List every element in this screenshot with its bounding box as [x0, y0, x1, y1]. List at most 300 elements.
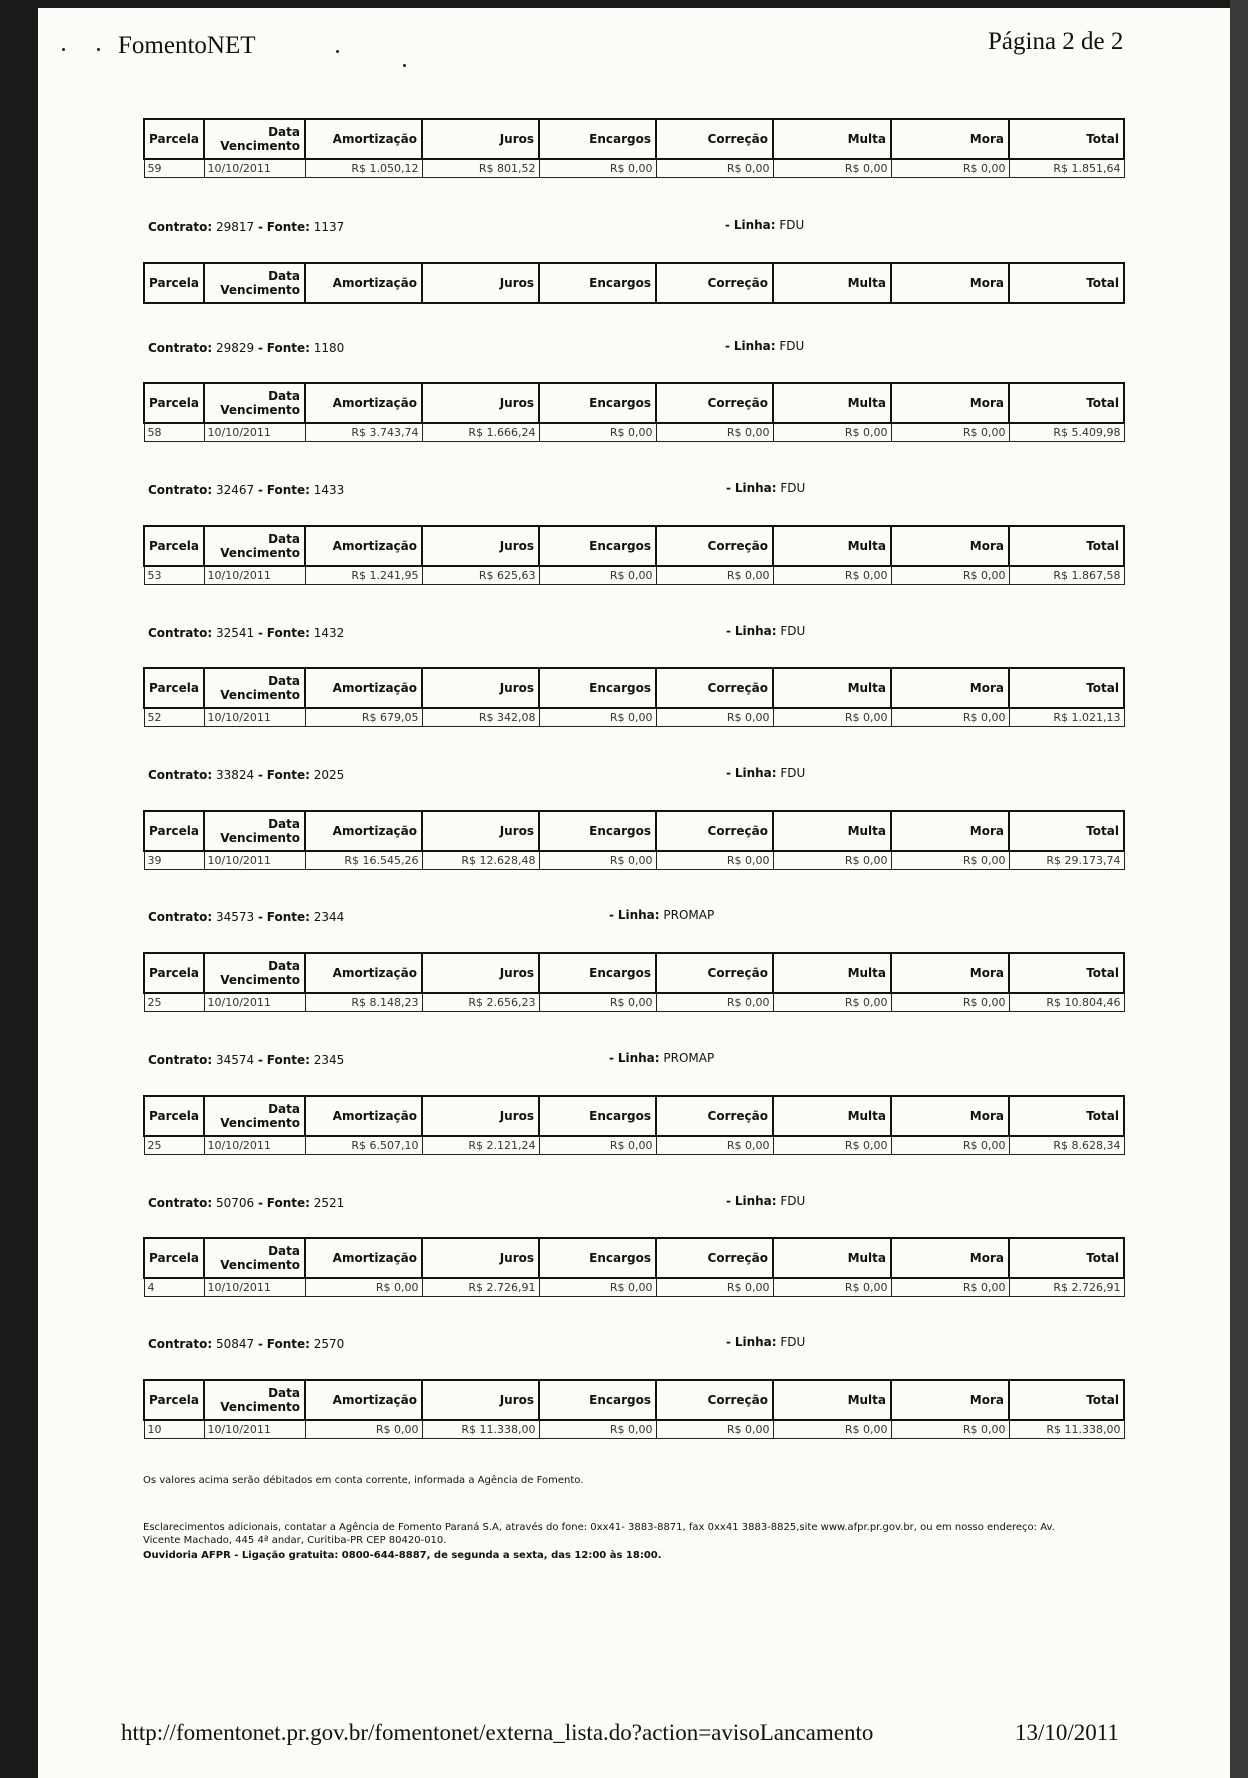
col-header-amortizacao: Amortização	[305, 263, 422, 303]
cell-amortizacao: R$ 0,00	[305, 1278, 422, 1297]
contract-label	[148, 483, 344, 497]
cell-correcao: R$ 0,00	[656, 1278, 773, 1297]
cell-data-vencimento: 10/10/2011	[204, 423, 305, 442]
separator: -	[257, 220, 263, 234]
fonte-value: 2025	[313, 768, 345, 782]
col-header-juros: Juros	[422, 1096, 539, 1136]
table-row	[144, 851, 1124, 870]
col-header-mora: Mora	[891, 383, 1009, 423]
separator: -	[726, 1194, 731, 1208]
cell-amortizacao: R$ 1.241,95	[305, 566, 422, 585]
col-header-mora: Mora	[891, 263, 1009, 303]
cell-total: R$ 10.804,46	[1009, 993, 1124, 1012]
scan-border-left	[0, 0, 38, 1778]
fonte-value: 1432	[313, 626, 345, 640]
cell-encargos: R$ 0,00	[539, 423, 656, 442]
fonte-label: Fonte:	[266, 220, 310, 234]
table-header-row	[144, 1380, 1124, 1420]
scan-border-top	[0, 0, 1248, 8]
cell-correcao: R$ 0,00	[656, 851, 773, 870]
linha-key: Linha:	[733, 218, 776, 232]
col-header-data-vencimento: Data Vencimento	[204, 1096, 305, 1136]
col-header-encargos: Encargos	[539, 526, 656, 566]
col-header-multa: Multa	[773, 1380, 891, 1420]
col-header-data-vencimento: Data Vencimento	[204, 668, 305, 708]
separator: -	[257, 768, 263, 782]
cell-juros: R$ 11.338,00	[422, 1420, 539, 1439]
cell-encargos: R$ 0,00	[539, 851, 656, 870]
table-row	[144, 1136, 1124, 1155]
col-header-correcao: Correção	[656, 1380, 773, 1420]
col-header-correcao: Correção	[656, 119, 773, 159]
cell-correcao: R$ 0,00	[656, 708, 773, 727]
col-header-amortizacao: Amortização	[305, 953, 422, 993]
cell-juros: R$ 625,63	[422, 566, 539, 585]
linha-value: FDU	[780, 1194, 806, 1208]
col-header-juros: Juros	[422, 526, 539, 566]
col-header-correcao: Correção	[656, 526, 773, 566]
cell-multa: R$ 0,00	[773, 1420, 891, 1439]
separator: -	[257, 1196, 263, 1210]
cell-data-vencimento: 10/10/2011	[204, 159, 305, 178]
col-header-correcao: Correção	[656, 383, 773, 423]
linha-label	[609, 908, 714, 922]
col-header-parcela: Parcela	[144, 953, 204, 993]
fonte-value: 2521	[313, 1196, 345, 1210]
cell-amortizacao: R$ 1.050,12	[305, 159, 422, 178]
cell-parcela: 52	[144, 708, 204, 727]
col-header-mora: Mora	[891, 119, 1009, 159]
contrato-value: 50847	[215, 1337, 255, 1351]
separator: -	[257, 483, 263, 497]
linha-key: Linha:	[734, 766, 777, 780]
cell-correcao: R$ 0,00	[656, 423, 773, 442]
col-header-amortizacao: Amortização	[305, 668, 422, 708]
cell-encargos: R$ 0,00	[539, 993, 656, 1012]
app-title: FomentoNET	[118, 32, 256, 59]
fonte-value: 1433	[313, 483, 345, 497]
separator: -	[609, 1051, 614, 1065]
contrato-value: 29817	[215, 220, 255, 234]
contract-label	[148, 626, 344, 640]
cell-parcela: 25	[144, 1136, 204, 1155]
linha-label	[725, 339, 804, 353]
col-header-multa: Multa	[773, 263, 891, 303]
contract-label	[148, 1053, 344, 1067]
cell-total: R$ 1.867,58	[1009, 566, 1124, 585]
scan-border-right	[1230, 0, 1248, 1778]
col-header-mora: Mora	[891, 811, 1009, 851]
fonte-value: 2344	[313, 910, 345, 924]
col-header-correcao: Correção	[656, 953, 773, 993]
separator: -	[726, 1335, 731, 1349]
installment-table	[143, 810, 1125, 870]
contrato-label: Contrato:	[148, 483, 213, 497]
separator: -	[726, 624, 731, 638]
contrato-label: Contrato:	[148, 910, 213, 924]
contract-label	[148, 1337, 344, 1351]
col-header-juros: Juros	[422, 1380, 539, 1420]
installment-table	[143, 382, 1125, 442]
linha-label	[726, 481, 805, 495]
cell-juros: R$ 2.656,23	[422, 993, 539, 1012]
contract-label	[148, 1196, 344, 1210]
table-header-row	[144, 526, 1124, 566]
cell-mora: R$ 0,00	[891, 1278, 1009, 1297]
table-header-row	[144, 383, 1124, 423]
contrato-value: 33824	[215, 768, 255, 782]
cell-encargos: R$ 0,00	[539, 1420, 656, 1439]
cell-amortizacao: R$ 16.545,26	[305, 851, 422, 870]
col-header-data-vencimento: Data Vencimento	[204, 263, 305, 303]
col-header-encargos: Encargos	[539, 119, 656, 159]
cell-correcao: R$ 0,00	[656, 159, 773, 178]
separator: -	[726, 766, 731, 780]
contrato-label: Contrato:	[148, 341, 213, 355]
separator: -	[726, 481, 731, 495]
linha-value: FDU	[779, 339, 805, 353]
col-header-juros: Juros	[422, 1238, 539, 1278]
linha-value: FDU	[780, 1335, 806, 1349]
cell-multa: R$ 0,00	[773, 159, 891, 178]
cell-total: R$ 29.173,74	[1009, 851, 1124, 870]
contrato-label: Contrato:	[148, 1053, 213, 1067]
cell-correcao: R$ 0,00	[656, 993, 773, 1012]
col-header-amortizacao: Amortização	[305, 383, 422, 423]
cell-amortizacao: R$ 0,00	[305, 1420, 422, 1439]
cell-mora: R$ 0,00	[891, 1136, 1009, 1155]
separator: -	[257, 626, 263, 640]
scan-speck	[336, 50, 339, 53]
scan-speck	[97, 48, 100, 51]
cell-multa: R$ 0,00	[773, 423, 891, 442]
contrato-value: 34573	[215, 910, 255, 924]
linha-value: FDU	[780, 481, 806, 495]
cell-total: R$ 1.021,13	[1009, 708, 1124, 727]
cell-total: R$ 2.726,91	[1009, 1278, 1124, 1297]
cell-mora: R$ 0,00	[891, 708, 1009, 727]
col-header-data-vencimento: Data Vencimento	[204, 811, 305, 851]
fonte-label: Fonte:	[266, 626, 310, 640]
col-header-mora: Mora	[891, 1380, 1009, 1420]
cell-total: R$ 5.409,98	[1009, 423, 1124, 442]
col-header-encargos: Encargos	[539, 1238, 656, 1278]
col-header-multa: Multa	[773, 1238, 891, 1278]
cell-parcela: 39	[144, 851, 204, 870]
contract-label	[148, 220, 344, 234]
col-header-correcao: Correção	[656, 1238, 773, 1278]
linha-value: PROMAP	[663, 908, 715, 922]
scan-speck	[403, 64, 406, 67]
contract-label	[148, 341, 344, 355]
col-header-multa: Multa	[773, 1096, 891, 1136]
col-header-correcao: Correção	[656, 263, 773, 303]
cell-parcela: 59	[144, 159, 204, 178]
col-header-encargos: Encargos	[539, 811, 656, 851]
linha-label	[726, 624, 805, 638]
cell-mora: R$ 0,00	[891, 159, 1009, 178]
fonte-label: Fonte:	[266, 483, 310, 497]
col-header-juros: Juros	[422, 668, 539, 708]
col-header-total: Total	[1009, 119, 1124, 159]
cell-encargos: R$ 0,00	[539, 1278, 656, 1297]
contrato-value: 29829	[215, 341, 255, 355]
col-header-mora: Mora	[891, 1096, 1009, 1136]
col-header-correcao: Correção	[656, 1096, 773, 1136]
col-header-total: Total	[1009, 1380, 1124, 1420]
col-header-data-vencimento: Data Vencimento	[204, 119, 305, 159]
contrato-label: Contrato:	[148, 1196, 213, 1210]
col-header-parcela: Parcela	[144, 668, 204, 708]
separator: -	[257, 1053, 263, 1067]
cell-mora: R$ 0,00	[891, 566, 1009, 585]
fonte-label: Fonte:	[266, 910, 310, 924]
separator: -	[257, 341, 263, 355]
cell-mora: R$ 0,00	[891, 1420, 1009, 1439]
cell-data-vencimento: 10/10/2011	[204, 1420, 305, 1439]
linha-value: FDU	[779, 218, 805, 232]
col-header-total: Total	[1009, 668, 1124, 708]
page-url: http://fomentonet.pr.gov.br/fomentonet/externa_lista.do?action=avisoLancamento	[121, 1720, 874, 1745]
col-header-mora: Mora	[891, 953, 1009, 993]
table-row	[144, 1420, 1124, 1439]
cell-multa: R$ 0,00	[773, 1278, 891, 1297]
linha-label	[609, 1051, 714, 1065]
cell-juros: R$ 1.666,24	[422, 423, 539, 442]
col-header-total: Total	[1009, 526, 1124, 566]
table-row	[144, 1278, 1124, 1297]
cell-juros: R$ 342,08	[422, 708, 539, 727]
cell-amortizacao: R$ 8.148,23	[305, 993, 422, 1012]
col-header-total: Total	[1009, 383, 1124, 423]
col-header-correcao: Correção	[656, 668, 773, 708]
linha-label	[726, 1335, 805, 1349]
installment-table	[143, 952, 1125, 1012]
table-row	[144, 708, 1124, 727]
cell-data-vencimento: 10/10/2011	[204, 993, 305, 1012]
col-header-total: Total	[1009, 1238, 1124, 1278]
col-header-multa: Multa	[773, 953, 891, 993]
cell-data-vencimento: 10/10/2011	[204, 1136, 305, 1155]
cell-data-vencimento: 10/10/2011	[204, 708, 305, 727]
linha-label	[726, 766, 805, 780]
col-header-juros: Juros	[422, 119, 539, 159]
table-header-row	[144, 263, 1124, 303]
fonte-value: 2345	[313, 1053, 345, 1067]
contrato-value: 32541	[215, 626, 255, 640]
print-date: 13/10/2011	[1015, 1720, 1119, 1745]
col-header-amortizacao: Amortização	[305, 1380, 422, 1420]
col-header-total: Total	[1009, 811, 1124, 851]
cell-juros: R$ 801,52	[422, 159, 539, 178]
table-header-row	[144, 668, 1124, 708]
separator: -	[257, 1337, 263, 1351]
separator: -	[257, 910, 263, 924]
col-header-parcela: Parcela	[144, 383, 204, 423]
cell-amortizacao: R$ 3.743,74	[305, 423, 422, 442]
cell-mora: R$ 0,00	[891, 851, 1009, 870]
table-header-row	[144, 811, 1124, 851]
col-header-juros: Juros	[422, 811, 539, 851]
installment-table	[143, 262, 1125, 304]
installment-table	[143, 118, 1125, 178]
fonte-label: Fonte:	[266, 768, 310, 782]
col-header-amortizacao: Amortização	[305, 526, 422, 566]
cell-encargos: R$ 0,00	[539, 159, 656, 178]
col-header-amortizacao: Amortização	[305, 811, 422, 851]
cell-encargos: R$ 0,00	[539, 1136, 656, 1155]
col-header-data-vencimento: Data Vencimento	[204, 1238, 305, 1278]
col-header-encargos: Encargos	[539, 263, 656, 303]
linha-label	[725, 218, 804, 232]
contact-info: Esclarecimentos adicionais, contatar a Agência de Fomento Paraná S.A, através do fone: 0xx41- 3883-8871, fax 0xx41 3883-8825,site www.afpr.pr.gov.br, ou em nosso endereço: Av. Vicente Machado, 445 4ª andar, Curitiba-PR CEP 80420-010.	[143, 1522, 1055, 1546]
contrato-value: 32467	[215, 483, 255, 497]
cell-data-vencimento: 10/10/2011	[204, 1278, 305, 1297]
linha-value: FDU	[780, 766, 806, 780]
cell-multa: R$ 0,00	[773, 1136, 891, 1155]
contract-label	[148, 910, 344, 924]
table-row	[144, 566, 1124, 585]
col-header-amortizacao: Amortização	[305, 119, 422, 159]
cell-juros: R$ 2.726,91	[422, 1278, 539, 1297]
contrato-value: 34574	[215, 1053, 255, 1067]
cell-data-vencimento: 10/10/2011	[204, 566, 305, 585]
col-header-encargos: Encargos	[539, 383, 656, 423]
cell-parcela: 4	[144, 1278, 204, 1297]
cell-encargos: R$ 0,00	[539, 708, 656, 727]
col-header-total: Total	[1009, 1096, 1124, 1136]
page-number: Página 2 de 2	[988, 28, 1124, 55]
col-header-multa: Multa	[773, 668, 891, 708]
col-header-data-vencimento: Data Vencimento	[204, 953, 305, 993]
col-header-encargos: Encargos	[539, 668, 656, 708]
cell-correcao: R$ 0,00	[656, 566, 773, 585]
linha-key: Linha:	[734, 1194, 777, 1208]
col-header-encargos: Encargos	[539, 1380, 656, 1420]
fonte-value: 1137	[313, 220, 345, 234]
fonte-value: 2570	[313, 1337, 345, 1351]
cell-multa: R$ 0,00	[773, 708, 891, 727]
contrato-value: 50706	[215, 1196, 255, 1210]
col-header-data-vencimento: Data Vencimento	[204, 1380, 305, 1420]
cell-multa: R$ 0,00	[773, 993, 891, 1012]
col-header-amortizacao: Amortização	[305, 1238, 422, 1278]
linha-value: FDU	[780, 624, 806, 638]
fonte-label: Fonte:	[266, 1053, 310, 1067]
installment-table	[143, 525, 1125, 585]
table-header-row	[144, 1238, 1124, 1278]
cell-mora: R$ 0,00	[891, 993, 1009, 1012]
col-header-data-vencimento: Data Vencimento	[204, 383, 305, 423]
col-header-encargos: Encargos	[539, 1096, 656, 1136]
col-header-mora: Mora	[891, 526, 1009, 566]
col-header-encargos: Encargos	[539, 953, 656, 993]
contract-label	[148, 768, 344, 782]
col-header-parcela: Parcela	[144, 263, 204, 303]
table-header-row	[144, 1096, 1124, 1136]
table-header-row	[144, 119, 1124, 159]
cell-amortizacao: R$ 6.507,10	[305, 1136, 422, 1155]
fonte-label: Fonte:	[266, 1337, 310, 1351]
cell-multa: R$ 0,00	[773, 566, 891, 585]
cell-data-vencimento: 10/10/2011	[204, 851, 305, 870]
linha-key: Linha:	[734, 481, 777, 495]
cell-parcela: 53	[144, 566, 204, 585]
installment-table	[143, 667, 1125, 727]
table-row	[144, 423, 1124, 442]
col-header-parcela: Parcela	[144, 526, 204, 566]
cell-total: R$ 11.338,00	[1009, 1420, 1124, 1439]
fonte-label: Fonte:	[266, 1196, 310, 1210]
table-header-row	[144, 953, 1124, 993]
col-header-parcela: Parcela	[144, 119, 204, 159]
installment-table	[143, 1379, 1125, 1439]
linha-key: Linha:	[734, 624, 777, 638]
linha-label	[726, 1194, 805, 1208]
separator: -	[725, 218, 730, 232]
cell-parcela: 25	[144, 993, 204, 1012]
col-header-total: Total	[1009, 263, 1124, 303]
cell-total: R$ 8.628,34	[1009, 1136, 1124, 1155]
fonte-value: 1180	[313, 341, 345, 355]
cell-parcela: 58	[144, 423, 204, 442]
cell-amortizacao: R$ 679,05	[305, 708, 422, 727]
col-header-multa: Multa	[773, 119, 891, 159]
installment-table	[143, 1095, 1125, 1155]
cell-encargos: R$ 0,00	[539, 566, 656, 585]
col-header-parcela: Parcela	[144, 811, 204, 851]
contrato-label: Contrato:	[148, 626, 213, 640]
ouvidoria-info: Ouvidoria AFPR - Ligação gratuita: 0800-644-8887, de segunda a sexta, das 12:00 às 18:00.	[143, 1550, 662, 1561]
col-header-juros: Juros	[422, 383, 539, 423]
col-header-amortizacao: Amortização	[305, 1096, 422, 1136]
col-header-multa: Multa	[773, 526, 891, 566]
fonte-label: Fonte:	[266, 341, 310, 355]
cell-mora: R$ 0,00	[891, 423, 1009, 442]
col-header-mora: Mora	[891, 1238, 1009, 1278]
linha-value: PROMAP	[663, 1051, 715, 1065]
cell-juros: R$ 12.628,48	[422, 851, 539, 870]
separator: -	[609, 908, 614, 922]
installment-table	[143, 1237, 1125, 1297]
col-header-correcao: Correção	[656, 811, 773, 851]
linha-key: Linha:	[617, 908, 660, 922]
col-header-parcela: Parcela	[144, 1096, 204, 1136]
col-header-juros: Juros	[422, 953, 539, 993]
col-header-data-vencimento: Data Vencimento	[204, 526, 305, 566]
linha-key: Linha:	[617, 1051, 660, 1065]
col-header-total: Total	[1009, 953, 1124, 993]
linha-key: Linha:	[734, 1335, 777, 1349]
cell-juros: R$ 2.121,24	[422, 1136, 539, 1155]
contrato-label: Contrato:	[148, 220, 213, 234]
contrato-label: Contrato:	[148, 768, 213, 782]
contrato-label: Contrato:	[148, 1337, 213, 1351]
col-header-parcela: Parcela	[144, 1380, 204, 1420]
linha-key: Linha:	[733, 339, 776, 353]
cell-correcao: R$ 0,00	[656, 1136, 773, 1155]
col-header-juros: Juros	[422, 263, 539, 303]
debit-note: Os valores acima serão débitados em conta corrente, informada a Agência de Fomento.	[143, 1475, 584, 1486]
col-header-multa: Multa	[773, 383, 891, 423]
separator: -	[725, 339, 730, 353]
col-header-multa: Multa	[773, 811, 891, 851]
col-header-mora: Mora	[891, 668, 1009, 708]
cell-parcela: 10	[144, 1420, 204, 1439]
cell-multa: R$ 0,00	[773, 851, 891, 870]
cell-correcao: R$ 0,00	[656, 1420, 773, 1439]
cell-total: R$ 1.851,64	[1009, 159, 1124, 178]
